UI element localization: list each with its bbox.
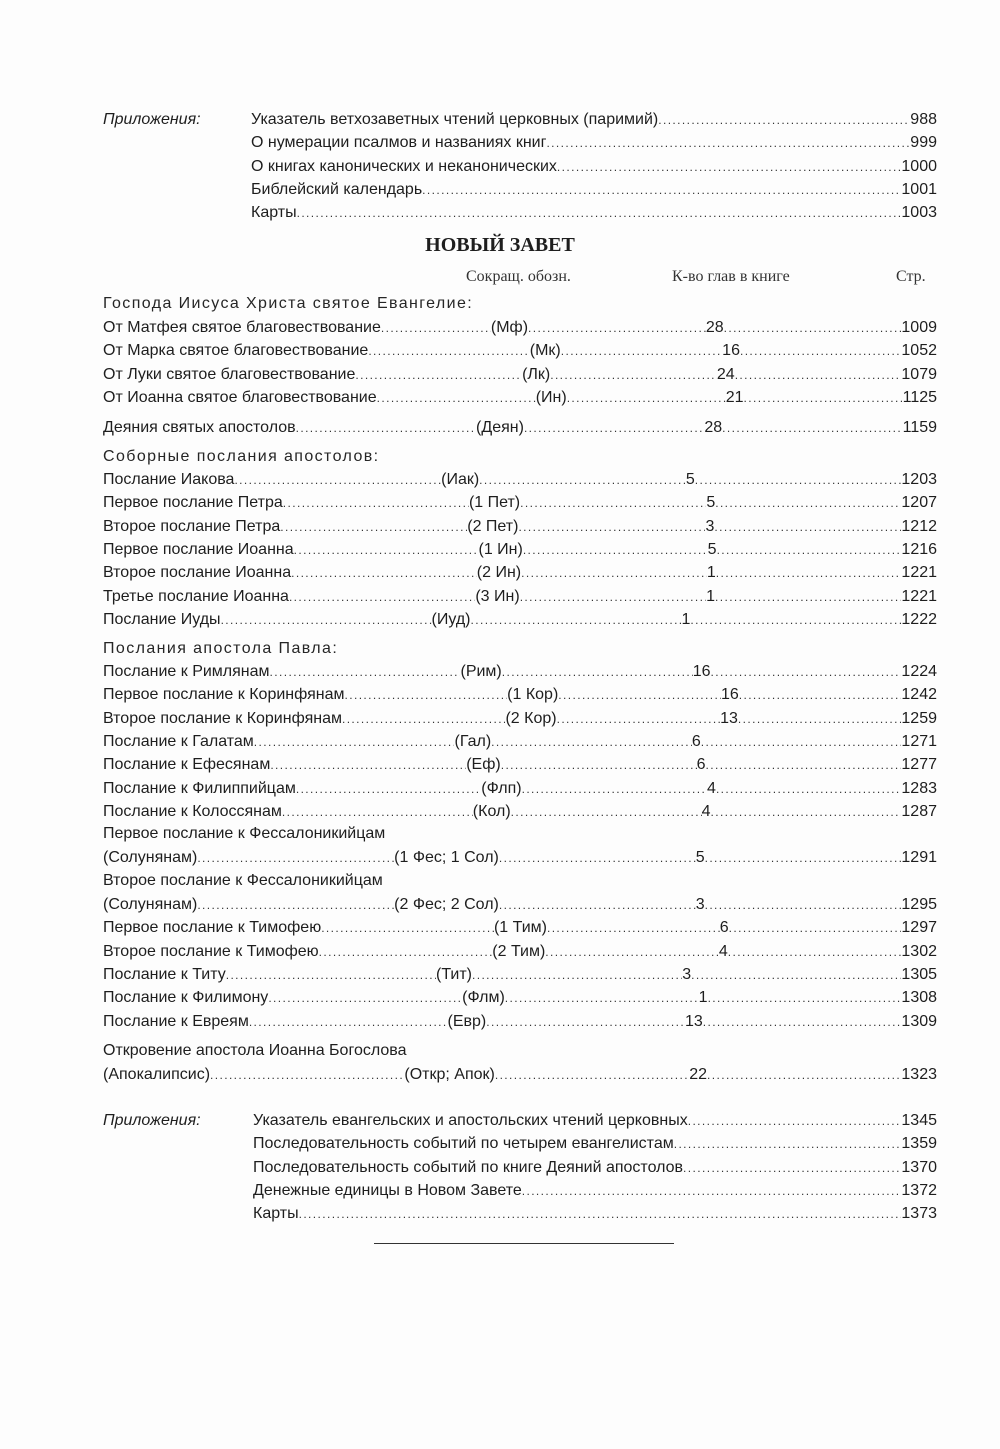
book-abbr: (Мф) [490,319,529,336]
book-chapters: 6 [691,732,701,750]
book-chapters: 1 [681,610,691,628]
item-title: О нумерации псалмов и названиях книг [251,134,547,152]
book-page: 1216 [901,540,938,558]
book-chapters: 4 [707,779,716,797]
book-chapters: 5 [706,494,716,512]
book-title: От Матфея святое благовествование [103,319,381,336]
nt-appendix-item[interactable] [253,1132,937,1155]
book-row[interactable] [103,846,937,870]
book-chapters: 28 [705,319,724,336]
book-abbr: (Кол) [472,802,511,820]
book-row[interactable] [103,730,937,754]
book-chapters: 5 [707,540,717,558]
book-chapters: 3 [695,896,705,913]
book-page: 1309 [901,1012,938,1030]
book-abbr: (2 Фес; 2 Сол) [394,896,499,913]
item-title: О книгах канонических и неканонических [251,157,557,175]
book-title: Первое послание Петра [103,494,283,512]
book-abbr: (Лк) [522,365,551,383]
book-chapters: 4 [718,942,728,960]
book-abbr: (3 Ин) [475,587,520,605]
item-page: 1373 [901,1205,937,1223]
book-row[interactable] [103,386,937,410]
item-page: 1370 [901,1158,937,1176]
book-title: Первое послание к Коринфянам [103,686,345,704]
ot-appendix-label: Приложения: [103,111,201,128]
book-title: Послание к Римлянам [103,663,270,680]
book-chapters: 5 [695,849,705,866]
book-abbr: (2 Пет) [467,517,519,535]
book-title: Послание к Ефесянам [103,756,271,774]
item-title: Карты [253,1205,299,1223]
book-abbr: (Еф) [466,756,501,774]
book-page: 1221 [901,587,937,605]
section-heading-gospels: Господа Иисуса Христа святое Евангелие: [103,295,474,312]
book-abbr: (2 Тим) [492,942,546,960]
book-abbr: (Мк) [529,342,561,360]
ot-appendix-item[interactable] [251,131,937,154]
book-title: Послание Иакова [103,471,235,488]
item-title: Денежные единицы в Новом Завете [253,1181,522,1199]
item-title: Указатель евангельских и апостольских чтений церковных [253,1112,688,1129]
book-row[interactable] [103,893,937,917]
book-page: 1271 [901,732,938,750]
book-chapters: 28 [704,419,723,436]
book-abbr: (Иуд) [431,610,471,628]
book-chapters: 3 [682,965,692,983]
book-title: Послание к Евреям [103,1012,249,1030]
book-row[interactable] [103,416,937,440]
book-chapters: 5 [685,471,695,488]
book-page: 1259 [901,709,937,727]
nt-appendix-item[interactable] [253,1202,937,1225]
book-title: Первое послание Иоанна [103,540,294,558]
item-title: Последовательность событий по книге Деяний апостолов [253,1158,684,1176]
end-rule [374,1243,674,1244]
book-title: Послание Иуды [103,610,221,628]
book-row[interactable] [103,707,937,731]
book-abbr: (Ин) [535,388,567,406]
item-page: 1003 [901,204,937,222]
book-row[interactable] [103,660,937,684]
nt-appendix-item[interactable] [253,1156,937,1179]
book-row[interactable] [103,963,937,987]
item-title: Последовательность событий по четырем евангелистам [253,1135,674,1153]
book-chapters: 3 [705,517,715,535]
book-chapters: 13 [720,709,738,727]
book-title-line2: (Солунянам) [103,849,198,866]
book-page: 1291 [901,849,937,866]
book-chapters: 13 [684,1012,703,1030]
book-abbr: (1 Кор) [507,686,559,704]
book-chapters: 4 [701,802,711,820]
item-page: 988 [910,111,937,128]
book-abbr: (2 Кор) [505,709,557,727]
book-abbr: (1 Ин) [478,540,523,558]
book-page: 1203 [901,471,937,488]
book-title: От Луки святое благовествование [103,365,356,383]
nt-appendix-item[interactable] [253,1109,937,1132]
book-page: 1079 [901,365,937,383]
book-page: 1323 [901,1066,937,1083]
book-title-line2: (Солунянам) [103,896,198,913]
item-title: Указатель ветхозаветных чтений церковных (паримий) [251,111,659,128]
book-row[interactable] [103,800,937,824]
book-row[interactable] [103,515,937,539]
book-title-line1: Второе послание к Фессалоникийцам [103,872,383,889]
book-row[interactable] [103,1010,937,1034]
book-page: 1207 [901,494,937,512]
book-chapters: 1 [706,587,715,605]
book-abbr: (Гал) [454,732,492,750]
book-page: 1212 [901,517,937,535]
column-header-chapters: К-во глав в книге [672,268,790,285]
item-title: Карты [251,204,297,222]
book-title: Второе послание к Коринфянам [103,709,342,727]
book-page: 1221 [901,564,938,582]
item-page: 999 [910,134,937,152]
book-abbr: (1 Тим) [493,919,547,937]
book-chapters: 16 [722,342,740,360]
book-chapters: 21 [725,388,744,406]
item-page: 1001 [901,180,937,198]
book-title: Послание к Колоссянам [103,802,282,820]
ot-appendix-item[interactable] [251,201,937,224]
book-title-line1: Откровение апостола Иоанна Богослова [103,1042,407,1059]
item-page: 1000 [901,157,937,175]
book-page: 1302 [901,942,937,960]
book-title: От Марка святое благовествование [103,342,369,360]
book-title: Третье послание Иоанна [103,587,289,605]
book-abbr: (Флм) [462,989,505,1007]
item-page: 1359 [901,1135,937,1153]
book-page: 1222 [901,610,937,628]
book-title: Послание к Филиппийцам [103,779,296,797]
book-row[interactable] [103,608,937,632]
book-title: Второе послание Иоанна [103,564,292,582]
book-page: 1052 [901,342,937,360]
book-abbr: (2 Ин) [476,564,522,582]
book-abbr: (Откр; Апок) [404,1066,495,1083]
book-abbr: (1 Пет) [468,494,521,512]
book-abbr: (Флп) [481,779,522,797]
book-row[interactable] [103,491,937,515]
book-row[interactable] [103,538,937,562]
book-chapters: 1 [706,564,716,582]
section-heading-catholic: Соборные послания апостолов: [103,448,380,465]
book-page: 1287 [901,802,937,820]
nt-appendix-item[interactable] [253,1179,937,1202]
book-chapters: 24 [716,365,735,383]
book-abbr: (1 Фес; 1 Сол) [394,849,499,866]
book-title: Послание к Филимону [103,989,269,1007]
book-page: 1009 [901,319,937,336]
book-chapters: 1 [698,989,708,1007]
book-title-line1: Первое послание к Фессалоникийцам [103,825,386,842]
item-page: 1372 [901,1181,937,1199]
book-row[interactable] [103,468,937,492]
nt-title: НОВЫЙ ЗАВЕТ [425,234,575,256]
book-abbr: (Тит) [435,965,472,983]
book-chapters: 16 [692,663,711,680]
book-page: 1159 [902,419,938,436]
book-page: 1242 [901,686,937,704]
book-row[interactable] [103,777,937,801]
book-row[interactable] [103,916,937,940]
book-chapters: 22 [689,1066,708,1083]
column-header-page: Стр. [896,268,926,285]
book-title: Первое послание к Тимофею [103,919,322,937]
book-row[interactable] [103,585,937,609]
book-page: 1277 [901,756,937,774]
book-row[interactable] [103,316,937,340]
book-row[interactable] [103,753,937,777]
book-page: 1305 [901,965,938,983]
book-abbr: (Иак) [441,471,480,488]
book-row[interactable] [103,1063,937,1087]
nt-appendix-label: Приложения: [103,1112,201,1129]
book-page: 1297 [901,919,937,937]
section-heading-pauline: Послания апостола Павла: [103,640,339,657]
book-title: От Иоанна святое благовествование [103,388,377,406]
ot-appendix-item[interactable] [251,108,937,131]
book-title: Деяния святых апостолов [103,419,296,436]
book-row[interactable] [103,986,937,1010]
book-title: Послание к Титу [103,965,226,983]
book-chapters: 6 [719,919,729,937]
book-row[interactable] [103,683,937,707]
book-page: 1283 [901,779,937,797]
book-row[interactable] [103,940,937,964]
book-chapters: 6 [696,756,706,774]
book-page: 1295 [901,896,937,913]
book-page: 1224 [901,663,938,680]
book-abbr: (Евр) [447,1012,487,1030]
book-page: 1308 [901,989,938,1007]
book-chapters: 16 [720,686,739,704]
book-abbr: (Рим) [460,663,502,680]
book-row[interactable] [103,339,937,363]
ot-appendix-item[interactable] [251,155,937,178]
book-row[interactable] [103,561,937,585]
book-title: Второе послание к Тимофею [103,942,319,960]
book-row[interactable] [103,363,937,387]
book-title-line2: (Апокалипсис) [103,1066,211,1083]
book-title: Второе послание Петра [103,517,281,535]
item-title: Библейский календарь [251,180,423,198]
ot-appendix-item[interactable] [251,178,937,201]
book-title: Послание к Галатам [103,732,254,750]
column-header-abbr: Сокращ. обозн. [466,268,571,285]
book-page: 1125 [902,388,938,406]
book-abbr: (Деян) [476,419,524,436]
item-page: 1345 [901,1112,937,1129]
